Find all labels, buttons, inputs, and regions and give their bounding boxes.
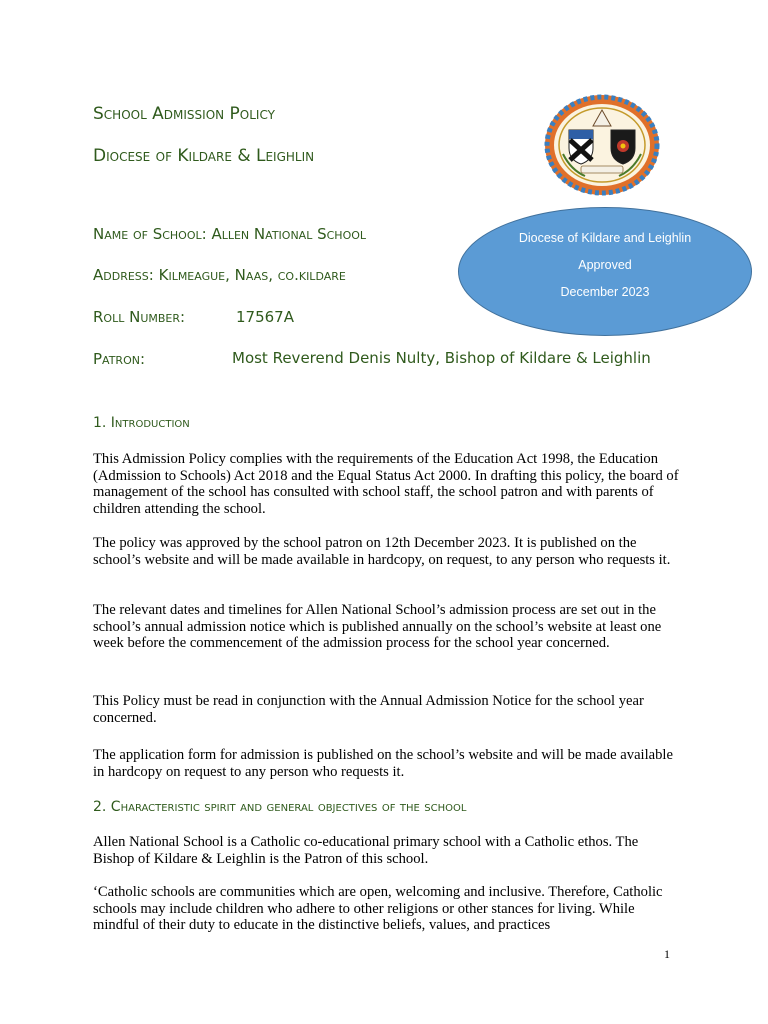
policy-title: School Admission Policy bbox=[93, 104, 275, 124]
roll-number-value: 17567A bbox=[236, 308, 294, 326]
address-label: Address: bbox=[93, 266, 154, 284]
intro-paragraph-4: This Policy must be read in conjunction with the Annual Admission Notice for the school year concerned. bbox=[93, 693, 644, 726]
intro-paragraph-5: The application form for admission is published on the school’s website and will be made available in hardcopy on request to any person who requests it. bbox=[93, 747, 673, 780]
approval-stamp bbox=[458, 207, 752, 336]
section-1-heading: 1. Introduction bbox=[93, 415, 190, 431]
approval-diocese: Diocese of Kildare and Leighlin bbox=[518, 231, 692, 245]
intro-paragraph-2: The policy was approved by the school patron on 12th December 2023. It is published on the school’s website and will be made available in hardcopy, on request, to any person who requests it. bbox=[93, 535, 671, 568]
roll-number-row bbox=[93, 307, 185, 327]
section-2-heading: 2. Characteristic spirit and general objectives of the school bbox=[93, 799, 467, 815]
patron-value: Most Reverend Denis Nulty, Bishop of Kildare & Leighlin bbox=[232, 349, 651, 367]
approval-status: Approved bbox=[578, 258, 632, 272]
school-name-row bbox=[93, 224, 366, 244]
patron-label: Patron: bbox=[93, 350, 146, 368]
ethos-paragraph-2: ‘Catholic schools are communities which are open, welcoming and inclusive. Therefore, Catholic schools may include children who adhere to other religions or other stances for living. While mindful of their duty to educate in the distinctive beliefs, values, and practices bbox=[93, 884, 663, 934]
approval-date: December 2023 bbox=[560, 285, 650, 299]
intro-paragraph-1: This Admission Policy complies with the requirements of the Education Act 1998, the Education (Admission to Schools) Act 2018 and the Equal Status Act 2000. In drafting this policy, the board of management of the school has consulted with school staff, the school patron and with parents of children attending the school. bbox=[93, 451, 679, 517]
address-value: Kilmeague, Naas, co.kildare bbox=[158, 266, 346, 284]
diocese-crest-icon bbox=[543, 94, 661, 196]
school-name-label: Name of School: bbox=[93, 225, 207, 243]
school-name-value: Allen National School bbox=[211, 225, 367, 243]
page-number: 1 bbox=[664, 947, 670, 961]
address-row bbox=[93, 265, 346, 285]
diocese-title: Diocese of Kildare & Leighlin bbox=[93, 146, 315, 166]
roll-number-label: Roll Number: bbox=[93, 308, 186, 326]
intro-paragraph-3: The relevant dates and timelines for Allen National School’s admission process are set out in the school’s annual admission notice which is published annually on the school’s website at least one week before the commencement of the admission process for the school year concerned. bbox=[93, 602, 662, 652]
ethos-paragraph-1: Allen National School is a Catholic co-educational primary school with a Catholic ethos. The Bishop of Kildare & Leighlin is the Patron of this school. bbox=[93, 834, 639, 867]
